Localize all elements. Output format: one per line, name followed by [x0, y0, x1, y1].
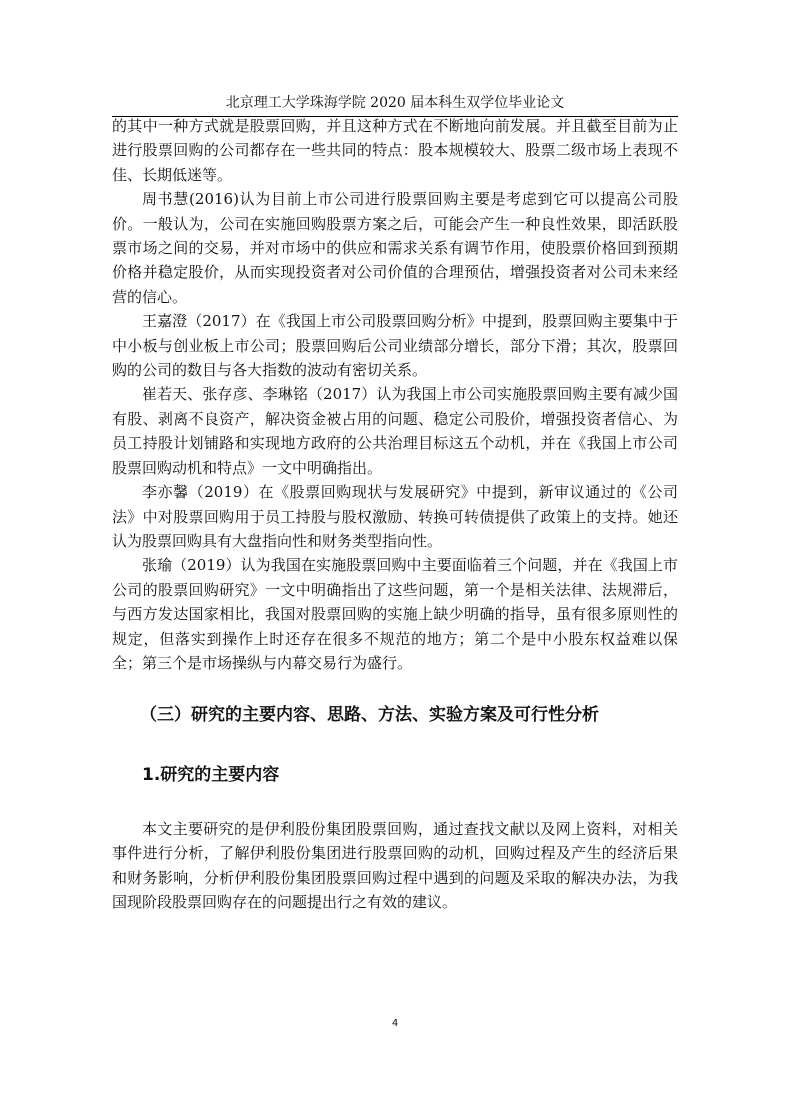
paragraph-wang: 王嘉澄（2017）在《我国上市公司股票回购分析》中提到，股票回购主要集中于中小板与创业板上市公司；股票回购后公司业绩部分增长，部分下滑；其次，股票回购的公司的数目与各大指数的波动有密切关系。	[112, 312, 678, 380]
paragraph-continued: 的其中一种方式就是股票回购，并且这种方式在不断地向前发展。并且截至目前为止进行股票回购的公司都存在一些共同的特点：股本规模较大、股票二级市场上表现不佳、长期低迷等。	[112, 117, 678, 184]
page-number: 4	[391, 1018, 399, 1029]
body-text	[112, 114, 678, 675]
paragraph-li: 李亦馨（2019）在《股票回购现状与发展研究》中提到，新审议通过的《公司法》中对股票回购用于员工持股与股权激励、转换可转债提供了政策上的支持。她还认为股票回购具有大盘指向性和财务类型指向性。	[112, 483, 678, 550]
subsection-body	[112, 817, 678, 915]
paragraph-zhang: 张瑜（2019）认为我国在实施股票回购中主要面临着三个问题，并在《我国上市公司的股票回购研究》一文中明确指出了这些问题，第一个是相关法律、法规滞后，与西方发达国家相比，我国对股票回购的实施上缺少明确的指导，虽有很多原则性的规定，但落实到操作上时还存在很多不规范的地方；第二个是中小股东权益难以保全；第三个是市场操纵与内幕交易行为盛行。	[112, 556, 678, 672]
paragraph-main-content: 本文主要研究的是伊利股份集团股票回购，通过查找文献以及网上资料，对相关事件进行分析，了解伊利股份集团进行股票回购的动机，回购过程及产生的经济后果和财务影响，分析伊利股份集团股票回购过程中遇到的问题及采取的解决办法，为我国现阶段股票回购存在的问题提出行之有效的建议。	[112, 820, 678, 912]
paragraph-cui: 崔若天、张存彦、李琳铭（2017）认为我国上市公司实施股票回购主要有减少国有股、剥离不良资产，解决资金被占用的问题、稳定公司股价，增强投资者信心、为员工持股计划铺路和实现地方政府的公共治理目标这五个动机，并在《我国上市公司股票回购动机和特点》一文中明确指出。	[112, 385, 678, 477]
subsection-heading: 1.研究的主要内容	[142, 765, 280, 785]
running-header: 北京理工大学珠海学院 2020 届本科生双学位毕业论文	[225, 95, 565, 111]
paragraph-zhou: 周书慧(2016)认为目前上市公司进行股票回购主要是考虑到它可以提高公司股价。一般认为，公司在实施回购股票方案之后，可能会产生一种良性效果，即活跃股票市场之间的交易，并对市场中的供应和需求关系有调节作用，使股票价格回到预期价格并稳定股价，从而实现投资者对公司价值的合理预估，增强投资者对公司未来经营的信心。	[112, 190, 678, 306]
section-heading: （三）研究的主要内容、思路、方法、实验方案及可行性分析	[140, 705, 599, 725]
